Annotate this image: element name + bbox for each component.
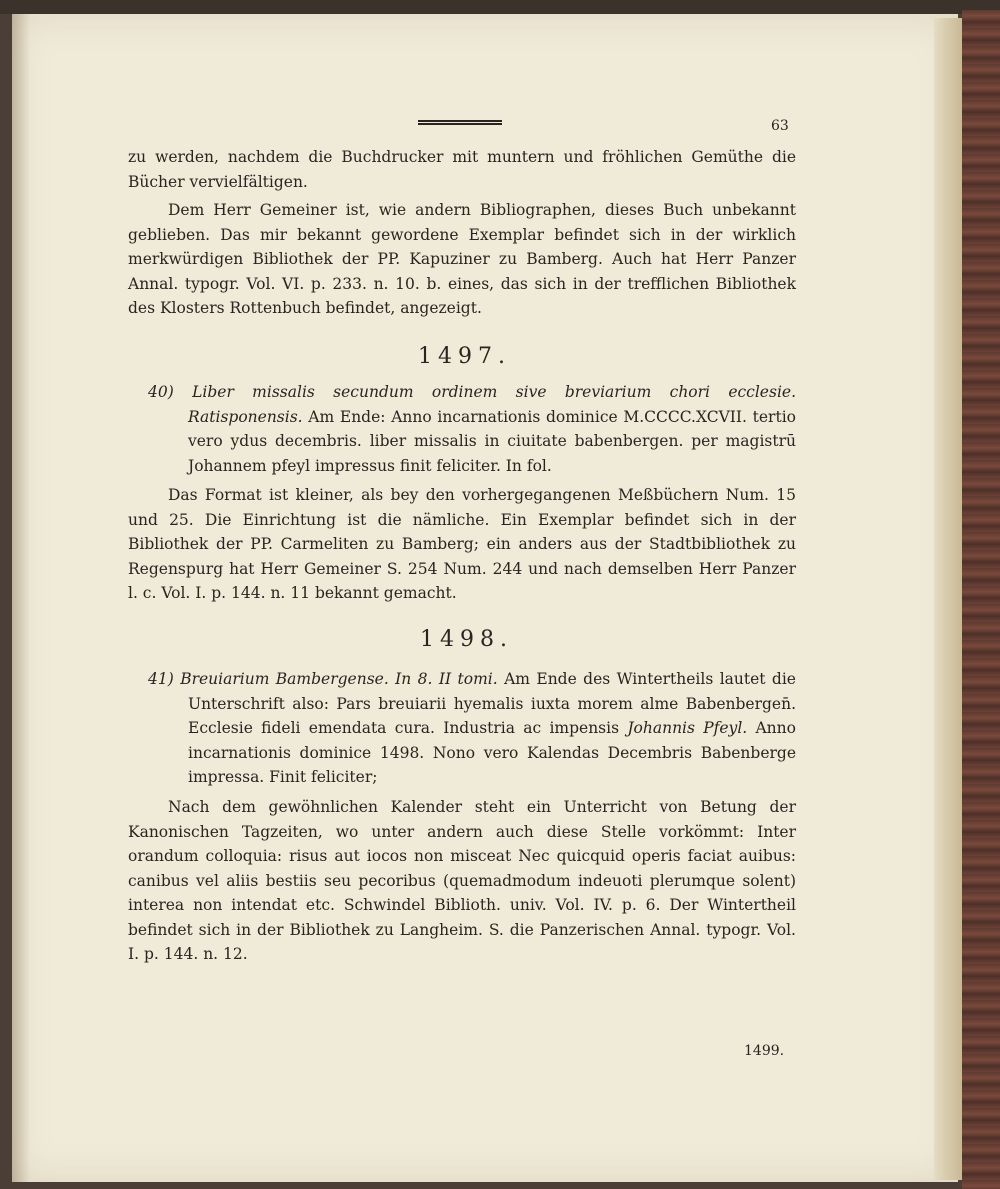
- entry-40: [148, 380, 796, 478]
- entry-title: Liber missalis secundum ordinem sive breviarium chori ecclesie. Ratisponensis.: [188, 383, 796, 426]
- header-rule: [418, 120, 502, 125]
- entry-title: Breuiarium Bambergense. In 8. II tomi.: [180, 670, 498, 688]
- scan-background-top: [0, 0, 1000, 14]
- book-cover-edge: [962, 10, 1000, 1189]
- entry-description: Am Ende des Wintertheils lautet die Unterschrift also: Pars breuiarii hyemalis iuxta morem alme Babenbergen̄. Ecclesie fideli emendata cura. Industria ac impensis: [188, 670, 796, 737]
- year-heading-1497: 1497.: [418, 344, 511, 369]
- entry-41: [148, 667, 796, 790]
- catchword: 1499.: [744, 1043, 785, 1059]
- entry-description: Am Ende: Anno incarnationis dominice M.CCCC.XCVII. tertio vero ydus decembris. liber missalis in ciuitate babenbergen. per magistrū Johannem pfeyl impressus finit feliciter. In fol.: [188, 407, 796, 475]
- paragraph-calendar: Nach dem gewöhnlichen Kalender steht ein Unterricht von Betung der Kanonischen Tagzeiten, wo unter andern auch diese Stelle vorkömmt: Inter orandum colloquia: risus aut iocos non misceat Nec quicquid operis faciat auibus: canibus vel aliis bestiis seu pecoribus (quemadmodum indeuoti plerumque solent) interea non intendat etc. Schwindel Biblioth. univ. Vol. IV. p. 6. Der Wintertheil befindet sich in der Bibliothek zu Langheim. S. die Panzerischen Annal. typogr. Vol. I. p. 144. n. 12.: [128, 798, 796, 963]
- paragraph-continuation: zu werden, nachdem die Buchdrucker mit muntern und fröhlichen Gemüthe die Bücher vervielfältigen.: [128, 148, 796, 191]
- entry-number: 41): [148, 670, 174, 688]
- paragraph-bibliographers: Dem Herr Gemeiner ist, wie andern Bibliographen, dieses Buch unbekannt geblieben. Das mir bekannt gewordene Exemplar befindet sich in der wirklich merkwürdigen Bibliothek der PP. Kapuziner zu Bamberg. Auch hat Herr Panzer Annal. typogr. Vol. VI. p. 233. n. 10. b. eines, das sich in der trefflichen Bibliothek des Klosters Rottenbuch befindet, angezeigt.: [128, 201, 796, 317]
- entry-colophon: Anno incarnationis dominice 1498. Nono vero Kalendas Decembris Babenberge impressa. Finit feliciter;: [188, 719, 796, 786]
- paragraph-format: Das Format ist kleiner, als bey den vorhergegangenen Meßbüchern Num. 15 und 25. Die Einrichtung ist die nämliche. Ein Exemplar befindet sich in der Bibliothek der PP. Carmeliten zu Bamberg; ein anders aus der Stadtbibliothek zu Regenspurg hat Herr Gemeiner S. 254 Num. 244 und nach demselben Herr Panzer l. c. Vol. I. p. 144. n. 11 bekannt gemacht.: [128, 486, 796, 602]
- page-number: 63: [771, 118, 789, 134]
- printer-name: Johannis Pfeyl.: [627, 719, 748, 737]
- year-heading-1498: 1498.: [420, 627, 513, 652]
- entry-number: 40): [148, 383, 174, 401]
- page-stack-edge: [934, 18, 962, 1180]
- gutter-shadow: [12, 14, 30, 1182]
